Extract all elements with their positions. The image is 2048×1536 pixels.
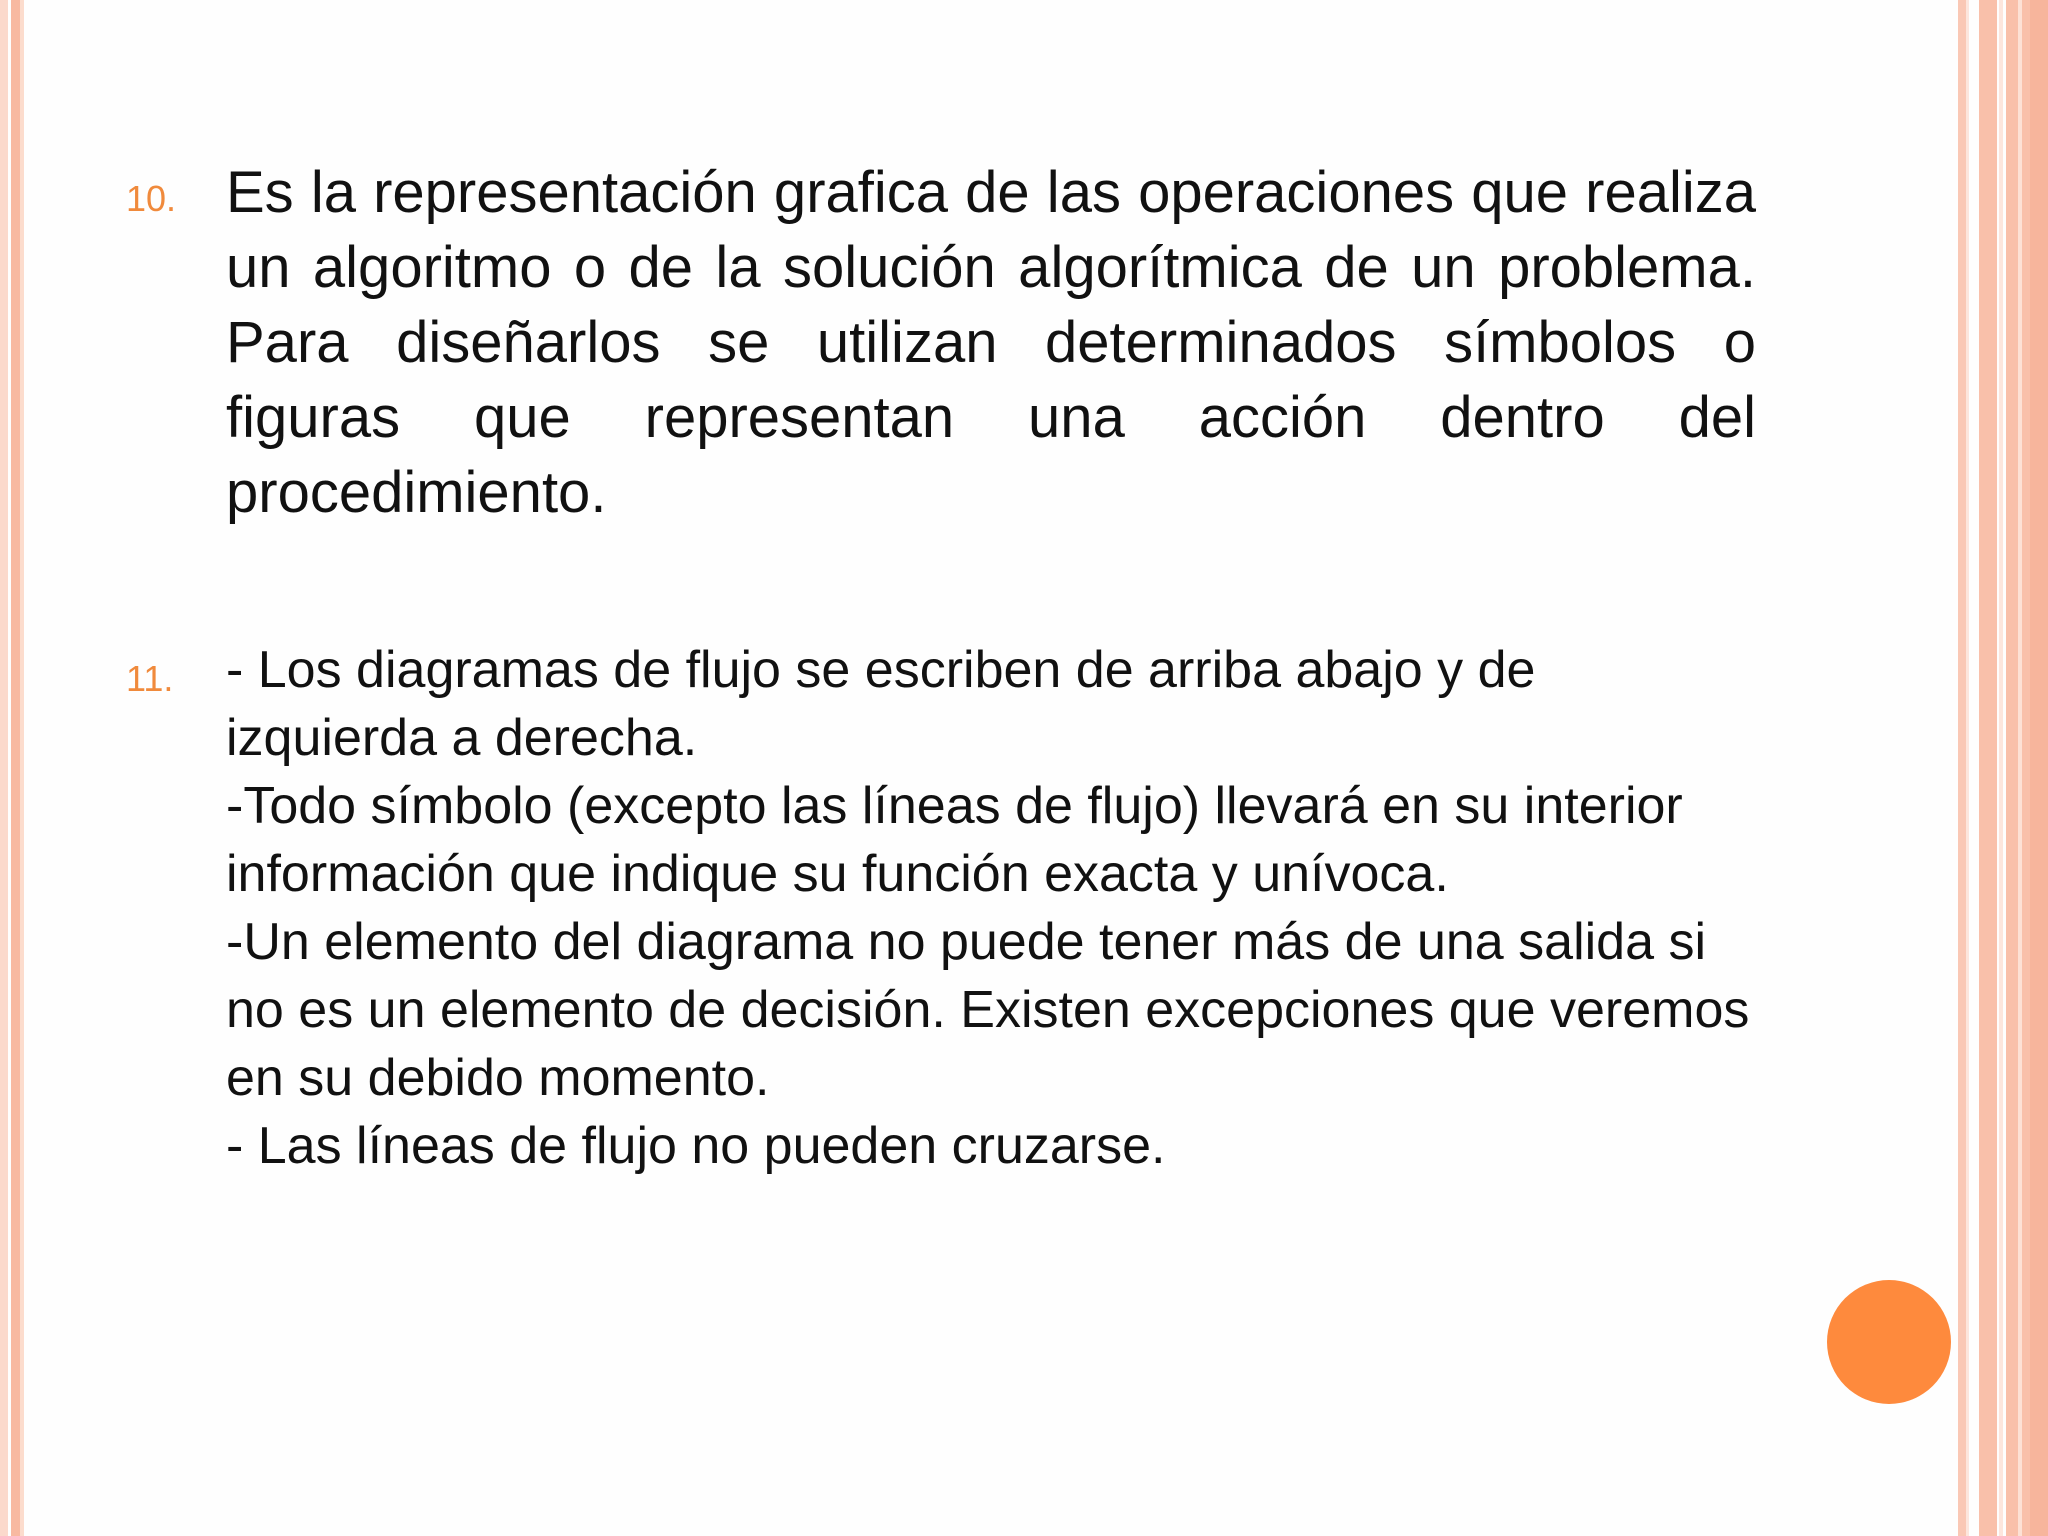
left-border-stripe — [20, 0, 24, 1536]
rule-line: -Un elemento del diagrama no puede tener más de una salida si no es un elemento de decisión. Existen excepciones que veremos en su debido momento. — [226, 913, 1750, 1107]
item-text — [226, 636, 1756, 1180]
list-item-11 — [126, 636, 1756, 1180]
item-text: Es la representación grafica de las operaciones que realiza un algoritmo o de la solución algorítmica de un problema. Para diseñarlos se utilizan determinados símbolos o figuras que representan una acción dentro del procedimiento. — [226, 160, 1756, 525]
right-border-stripe — [2030, 0, 2048, 1536]
item-number: 11. — [126, 658, 174, 699]
list-item-10 — [126, 155, 1756, 530]
right-border-stripe — [1999, 0, 2003, 1536]
right-border-stripe — [2018, 0, 2022, 1536]
left-border-stripe — [11, 0, 20, 1536]
orange-circle-decoration — [1827, 1280, 1951, 1404]
right-border-stripe — [1966, 0, 1969, 1536]
item-number: 10. — [126, 178, 177, 219]
right-border-stripe — [1979, 0, 1997, 1536]
rule-line: - Las líneas de flujo no pueden cruzarse. — [226, 1117, 1166, 1175]
left-border-stripe — [0, 0, 8, 1536]
right-border-stripe — [1958, 0, 1966, 1536]
rule-line: - Los diagramas de flujo se escriben de arriba abajo y de izquierda a derecha. — [226, 641, 1536, 767]
rule-line: -Todo símbolo (excepto las líneas de flujo) llevará en su interior información que indique su función exacta y unívoca. — [226, 777, 1683, 903]
